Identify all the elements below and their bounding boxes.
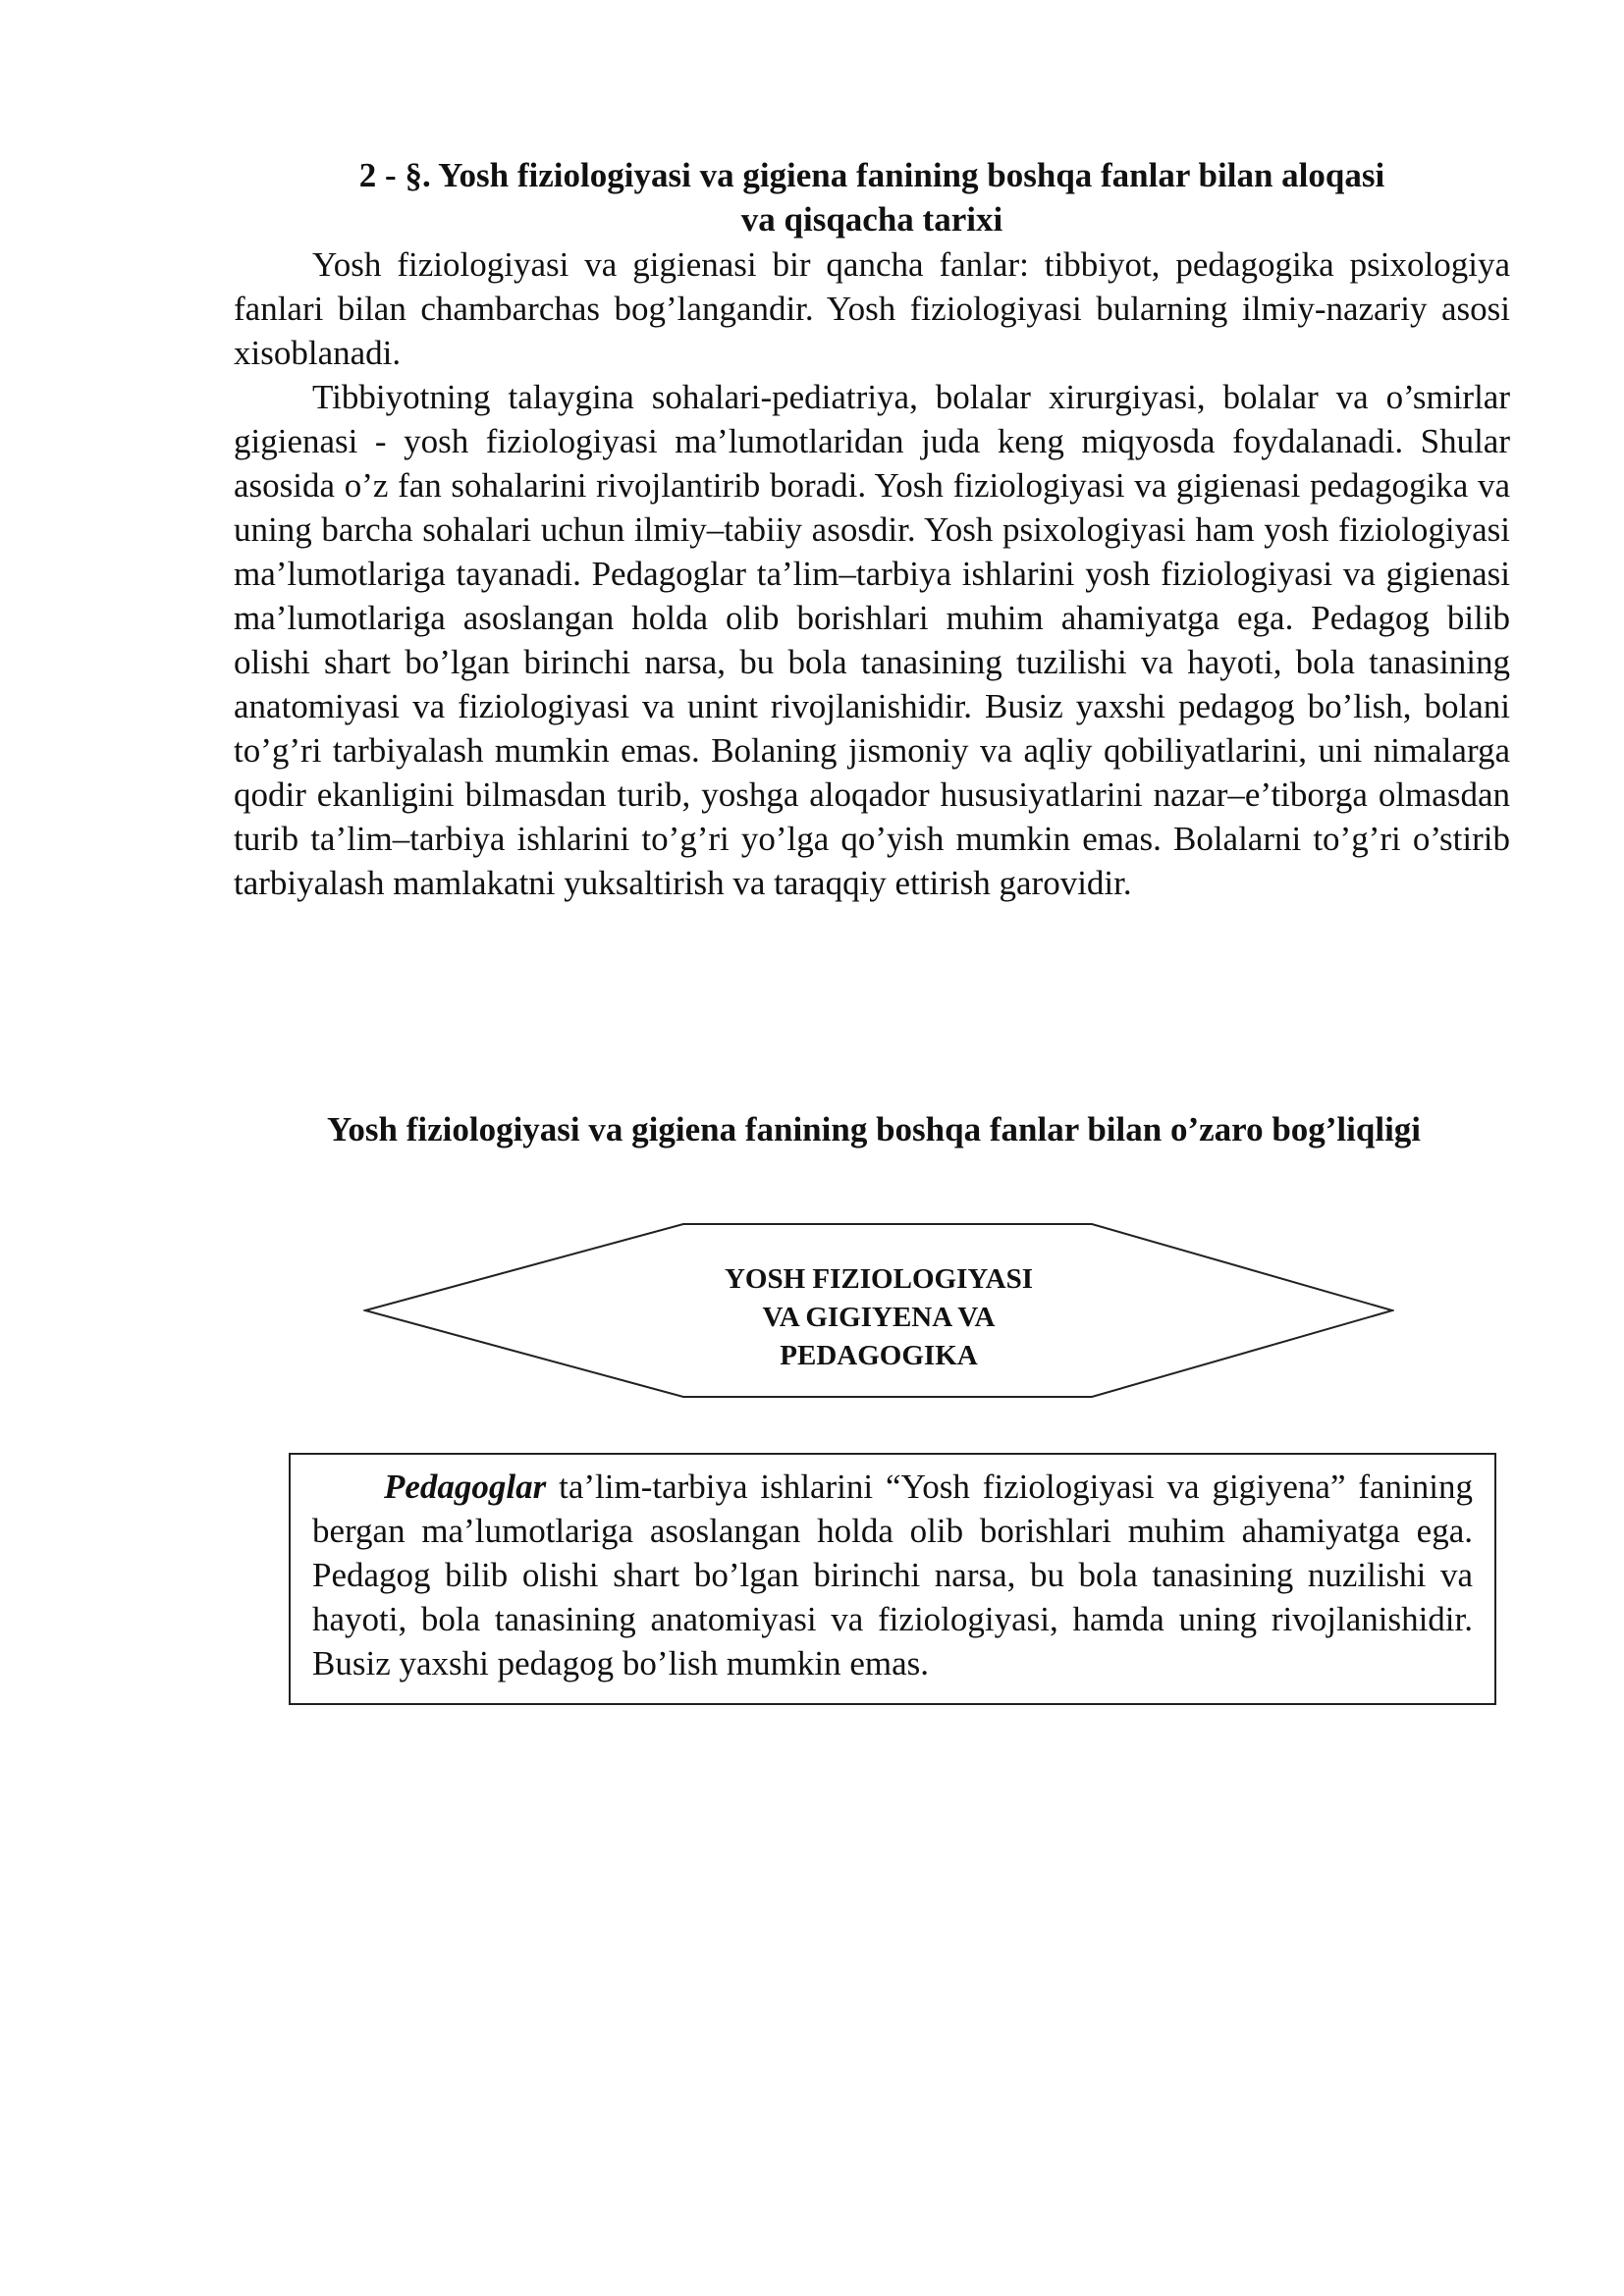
note-lead-word: Pedagoglar <box>384 1468 547 1506</box>
note-text: ta’lim-tarbiya ishlarini “Yosh fiziologiyasi va gigiyena” fanining bergan ma’lumotlariga asoslangan holda olib borishlari muhim ahamiyatga ega. Pedagog bilib olishi shart bo’lgan birinchi narsa, bu bola tanasining nuzilishi va hayoti, bola tanasining anatomiyasi va fiziologiyasi, hamda uning rivojlanishidir. Busiz yaxshi pedagog bo’lish mumkin emas. <box>312 1468 1473 1682</box>
hexagon-label-line-2: VA GIGIYENA VA <box>762 1302 996 1333</box>
hexagon-label <box>648 1260 1110 1375</box>
note-box <box>289 1453 1496 1705</box>
paragraph-2: Tibbiyotning talaygina sohalari-pediatriya, bolalar xirurgiyasi, bolalar va o’smirlar gigienasi - yosh fiziologiyasi ma’lumotlaridan juda keng miqyosda foydalanadi. Shular asosida o’z fan sohalarini rivojlantirib boradi. Yosh fiziologiyasi va gigienasi pedagogika va uning barcha sohalari uchun ilmiy‒tabiiy asosdir. Yosh psixologiyasi ham yosh fiziologiyasi ma’lumotlariga tayanadi. Pedagoglar ta’lim‒tarbiya ishlarini yosh fiziologiyasi va gigienasi ma’lumotlariga asoslangan holda olib borishlari muhim ahamiyatga ega. Pedagog bilib olishi shart bo’lgan birinchi narsa, bu bola tanasining tuzilishi va hayoti, bola tanasining anatomiyasi va fiziologiyasi va unint rivojlanishidir. Busiz yaxshi pedagog bo’lish, bolani to’g’ri tarbiyalash mumkin emas. Bolaning jismoniy va aqliy qobiliyatlarini, uni nimalarga qodir ekanligini bilmasdan turib, yoshga aloqador hususiyatlarini nazar‒e’tiborga olmasdan turib ta’lim‒tarbiya ishlarini to’g’ri yo’lga qo’yish mumkin emas. Bolalarni to’g’ri o’stirib tarbiyalash mamlakatni yuksaltirish va taraqqiy ettirish garovidir. <box>234 378 1510 902</box>
section-heading-line-1: 2 - §. Yosh fiziologiyasi va gigiena fanining boshqa fanlar bilan aloqasi <box>358 156 1385 194</box>
hexagon-label-line-1: YOSH FIZIOLOGIYASI <box>724 1263 1033 1295</box>
body-text <box>234 242 1510 905</box>
note-paragraph <box>312 1465 1473 1685</box>
diagram-title: Yosh fiziologiyasi va gigiena fanining boshqa fanlar bilan o’zaro bog’liqligi <box>326 1110 1422 1148</box>
paragraph-1: Yosh fiziologiyasi va gigienasi bir qancha fanlar: tibbiyot, pedagogika psixologiya fanlari bilan chambarchas bog’langandir. Yosh fiziologiyasi bularning ilmiy-nazariy asosi xisoblanadi. <box>234 245 1510 372</box>
hexagon-label-line-3: PEDAGOGIKA <box>780 1340 978 1371</box>
section-heading-line-2: va qisqacha tarixi <box>740 200 1003 239</box>
section-heading <box>234 153 1510 241</box>
